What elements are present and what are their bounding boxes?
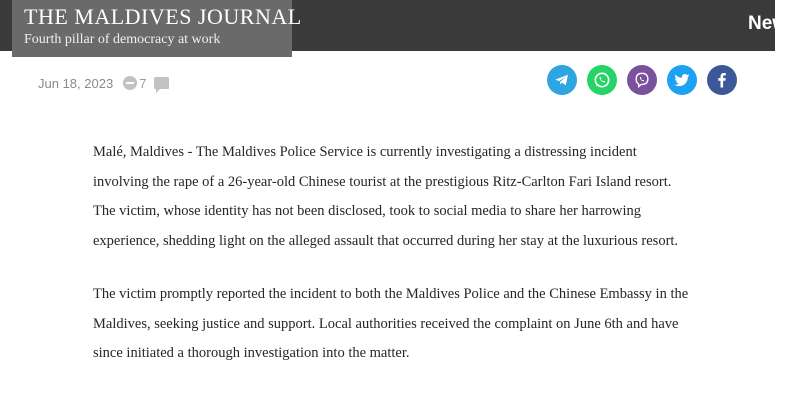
facebook-icon (713, 71, 731, 89)
whatsapp-icon (592, 70, 612, 90)
site-tagline: Fourth pillar of democracy at work (24, 32, 221, 47)
article-paragraph: Malé, Maldives - The Maldives Police Service is currently investigating a distressing incident involving the rape of a 26-year-old Chinese tourist at the prestigious Ritz-Carlton Fari Island resort. The victim, whose identity has not been disclosed, took to social media to share her harrowing experience, shedding light on the alleged assault that occurred during her stay at the luxurious resort. (93, 144, 679, 249)
telegram-share-button[interactable] (547, 65, 577, 95)
twitter-icon (673, 71, 691, 89)
twitter-share-button[interactable] (667, 65, 697, 95)
whatsapp-share-button[interactable] (587, 65, 617, 95)
viber-icon (632, 70, 652, 90)
site-title: THE MALDIVES JOURNAL (24, 4, 302, 29)
telegram-icon (553, 71, 571, 89)
site-logo[interactable] (12, 0, 302, 57)
publish-date: Jun 18, 2023 (38, 75, 114, 91)
share-buttons (547, 65, 737, 95)
facebook-share-button[interactable] (707, 65, 737, 95)
article-paragraph: The victim promptly reported the incident to both the Maldives Police and the Chinese Embassy in the Maldives, seeking justice and support. Local authorities received the complaint on June 6th and have since initiated a thorough investigation into the matter. (93, 286, 689, 361)
comment-icon[interactable] (154, 77, 169, 89)
nav-item-news[interactable]: New (748, 13, 787, 34)
viber-share-button[interactable] (627, 65, 657, 95)
article-meta (38, 72, 169, 94)
views-icon (123, 76, 137, 90)
article-body (93, 138, 693, 393)
views-count: 7 (139, 75, 147, 91)
